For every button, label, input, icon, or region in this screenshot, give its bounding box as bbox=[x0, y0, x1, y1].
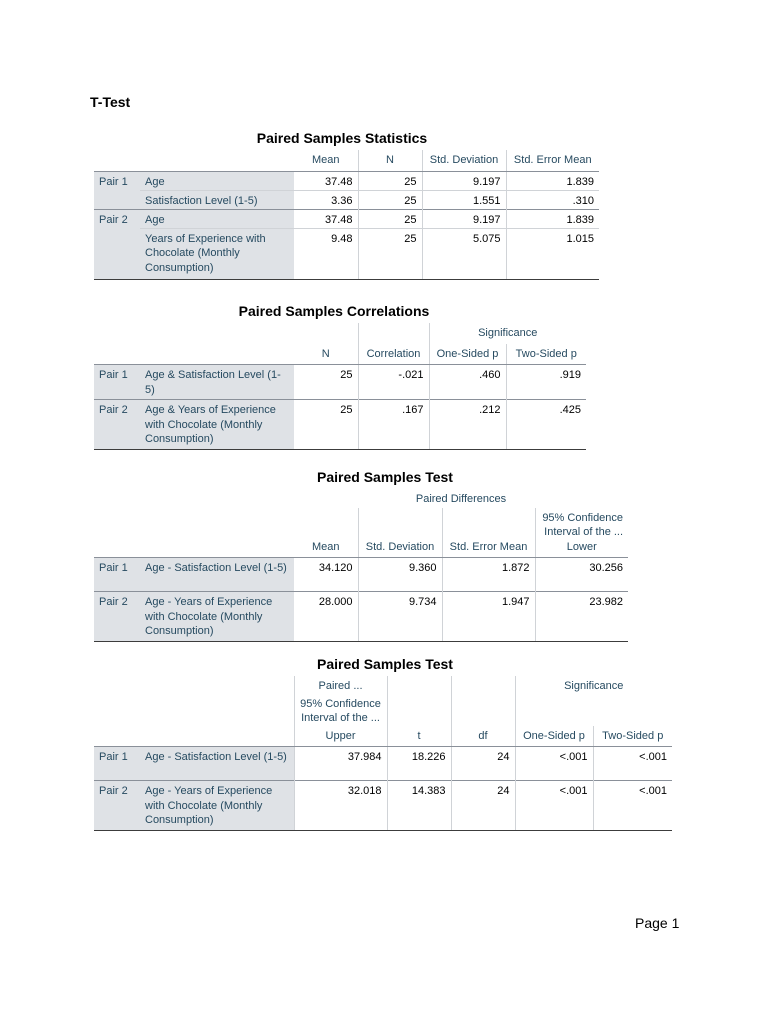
col-header: Correlation bbox=[358, 344, 429, 365]
table-row bbox=[94, 365, 586, 400]
paired-samples-statistics-table bbox=[94, 150, 599, 280]
table-row bbox=[94, 558, 628, 592]
cell-sd: 9.197 bbox=[422, 171, 506, 190]
cell-n: 25 bbox=[294, 365, 358, 400]
cell-lower: 30.256 bbox=[535, 558, 628, 592]
cell-df: 24 bbox=[451, 747, 515, 781]
paired-group-header: Paired ... bbox=[318, 680, 363, 692]
table-row bbox=[94, 592, 628, 642]
cell-se: 1.872 bbox=[442, 558, 535, 592]
stats-title: Paired Samples Statistics bbox=[256, 130, 428, 146]
col-header: df bbox=[451, 726, 515, 747]
paired-samples-correlations-table bbox=[94, 323, 586, 450]
col-header: Std. Deviation bbox=[422, 150, 506, 171]
table-header-row bbox=[94, 490, 628, 508]
pair-label: Pair 2 bbox=[94, 209, 140, 228]
cell-two-sided-p: <.001 bbox=[593, 781, 672, 831]
table-header-row bbox=[94, 676, 672, 726]
col-header: Mean bbox=[294, 508, 358, 558]
cell-sd: 9.734 bbox=[358, 592, 442, 642]
cell-se: 1.947 bbox=[442, 592, 535, 642]
cell-lower: 23.982 bbox=[535, 592, 628, 642]
table-row bbox=[94, 781, 672, 831]
cell-upper: 37.984 bbox=[294, 747, 387, 781]
cell-two-sided-p: .425 bbox=[506, 400, 586, 450]
cell-se: 1.839 bbox=[506, 209, 599, 228]
table-header-row bbox=[94, 323, 586, 344]
table-header-row bbox=[94, 150, 599, 171]
pair-label: Pair 2 bbox=[94, 400, 140, 450]
variable-label: Age bbox=[140, 171, 294, 190]
cell-correlation: .167 bbox=[358, 400, 429, 450]
col-header: Two-Sided p bbox=[506, 344, 586, 365]
col-header: Two-Sided p bbox=[593, 726, 672, 747]
cell-sd: 1.551 bbox=[422, 190, 506, 209]
ci-lower-header-cell bbox=[535, 508, 628, 558]
variable-label: Age bbox=[140, 209, 294, 228]
table-header-row bbox=[94, 344, 586, 365]
cell-two-sided-p: .919 bbox=[506, 365, 586, 400]
col-header: Lower bbox=[566, 540, 597, 553]
significance-header: Significance bbox=[515, 676, 672, 726]
table-row bbox=[94, 747, 672, 781]
cell-sd: 5.075 bbox=[422, 228, 506, 279]
cell-sd: 9.197 bbox=[422, 209, 506, 228]
variable-label: Satisfaction Level (1-5) bbox=[140, 190, 294, 209]
corr-title: Paired Samples Correlations bbox=[238, 303, 430, 319]
col-header: Mean bbox=[294, 150, 358, 171]
cell-t: 18.226 bbox=[387, 747, 451, 781]
col-header: t bbox=[387, 726, 451, 747]
cell-t: 14.383 bbox=[387, 781, 451, 831]
col-header: Upper bbox=[294, 726, 387, 747]
page-heading: T-Test bbox=[90, 94, 131, 110]
variable-label: Years of Experience with Chocolate (Monthly Consumption) bbox=[140, 228, 294, 279]
test1-title: Paired Samples Test bbox=[317, 469, 453, 485]
significance-header: Significance bbox=[429, 323, 586, 344]
cell-n: 25 bbox=[358, 171, 422, 190]
cell-mean: 28.000 bbox=[294, 592, 358, 642]
cell-mean: 3.36 bbox=[294, 190, 358, 209]
cell-correlation: -.021 bbox=[358, 365, 429, 400]
cell-se: .310 bbox=[506, 190, 599, 209]
col-header: One-Sided p bbox=[429, 344, 506, 365]
paired-samples-test-table-1 bbox=[94, 490, 628, 642]
col-header: Std. Error Mean bbox=[506, 150, 599, 171]
cell-mean: 37.48 bbox=[294, 209, 358, 228]
ci-header: 95% Confidence Interval of the ... bbox=[300, 697, 381, 724]
cell-se: 1.015 bbox=[506, 228, 599, 279]
paired-differences-header: Paired Differences bbox=[415, 493, 507, 505]
cell-sd: 9.360 bbox=[358, 558, 442, 592]
col-header: One-Sided p bbox=[515, 726, 593, 747]
cell-one-sided-p: <.001 bbox=[515, 781, 593, 831]
pair-label: Pair 1 bbox=[94, 558, 140, 592]
table-row bbox=[94, 171, 599, 190]
col-header: Std. Error Mean bbox=[442, 508, 535, 558]
col-header: Std. Deviation bbox=[358, 508, 442, 558]
table-row bbox=[94, 228, 599, 279]
table-row bbox=[94, 190, 599, 209]
variable-label: Age & Satisfaction Level (1-5) bbox=[140, 365, 294, 400]
cell-one-sided-p: .212 bbox=[429, 400, 506, 450]
cell-one-sided-p: <.001 bbox=[515, 747, 593, 781]
variable-label: Age - Years of Experience with Chocolate (Monthly Consumption) bbox=[140, 592, 294, 642]
cell-one-sided-p: .460 bbox=[429, 365, 506, 400]
page-number: Page 1 bbox=[635, 915, 680, 931]
pair-label: Pair 1 bbox=[94, 171, 140, 190]
pair-label: Pair 2 bbox=[94, 592, 140, 642]
table-row bbox=[94, 209, 599, 228]
cell-n: 25 bbox=[294, 400, 358, 450]
cell-n: 25 bbox=[358, 209, 422, 228]
table-header-row bbox=[94, 508, 628, 558]
cell-se: 1.839 bbox=[506, 171, 599, 190]
pair-label: Pair 2 bbox=[94, 781, 140, 831]
cell-n: 25 bbox=[358, 190, 422, 209]
cell-n: 25 bbox=[358, 228, 422, 279]
col-header: N bbox=[294, 344, 358, 365]
test2-title: Paired Samples Test bbox=[317, 656, 453, 672]
variable-label: Age - Satisfaction Level (1-5) bbox=[140, 747, 294, 781]
cell-mean: 9.48 bbox=[294, 228, 358, 279]
cell-mean: 34.120 bbox=[294, 558, 358, 592]
table-header-row bbox=[94, 726, 672, 747]
cell-mean: 37.48 bbox=[294, 171, 358, 190]
table-row bbox=[94, 400, 586, 450]
variable-label: Age & Years of Experience with Chocolate (Monthly Consumption) bbox=[140, 400, 294, 450]
ci-header: 95% Confidence Interval of the ... bbox=[542, 511, 624, 538]
paired-samples-test-table-2 bbox=[94, 676, 672, 831]
variable-label: Age - Years of Experience with Chocolate (Monthly Consumption) bbox=[140, 781, 294, 831]
paired-group-header-cell bbox=[294, 676, 387, 726]
cell-upper: 32.018 bbox=[294, 781, 387, 831]
pair-label: Pair 1 bbox=[94, 747, 140, 781]
pair-label: Pair 1 bbox=[94, 365, 140, 400]
cell-two-sided-p: <.001 bbox=[593, 747, 672, 781]
variable-label: Age - Satisfaction Level (1-5) bbox=[140, 558, 294, 592]
cell-df: 24 bbox=[451, 781, 515, 831]
col-header: N bbox=[358, 150, 422, 171]
